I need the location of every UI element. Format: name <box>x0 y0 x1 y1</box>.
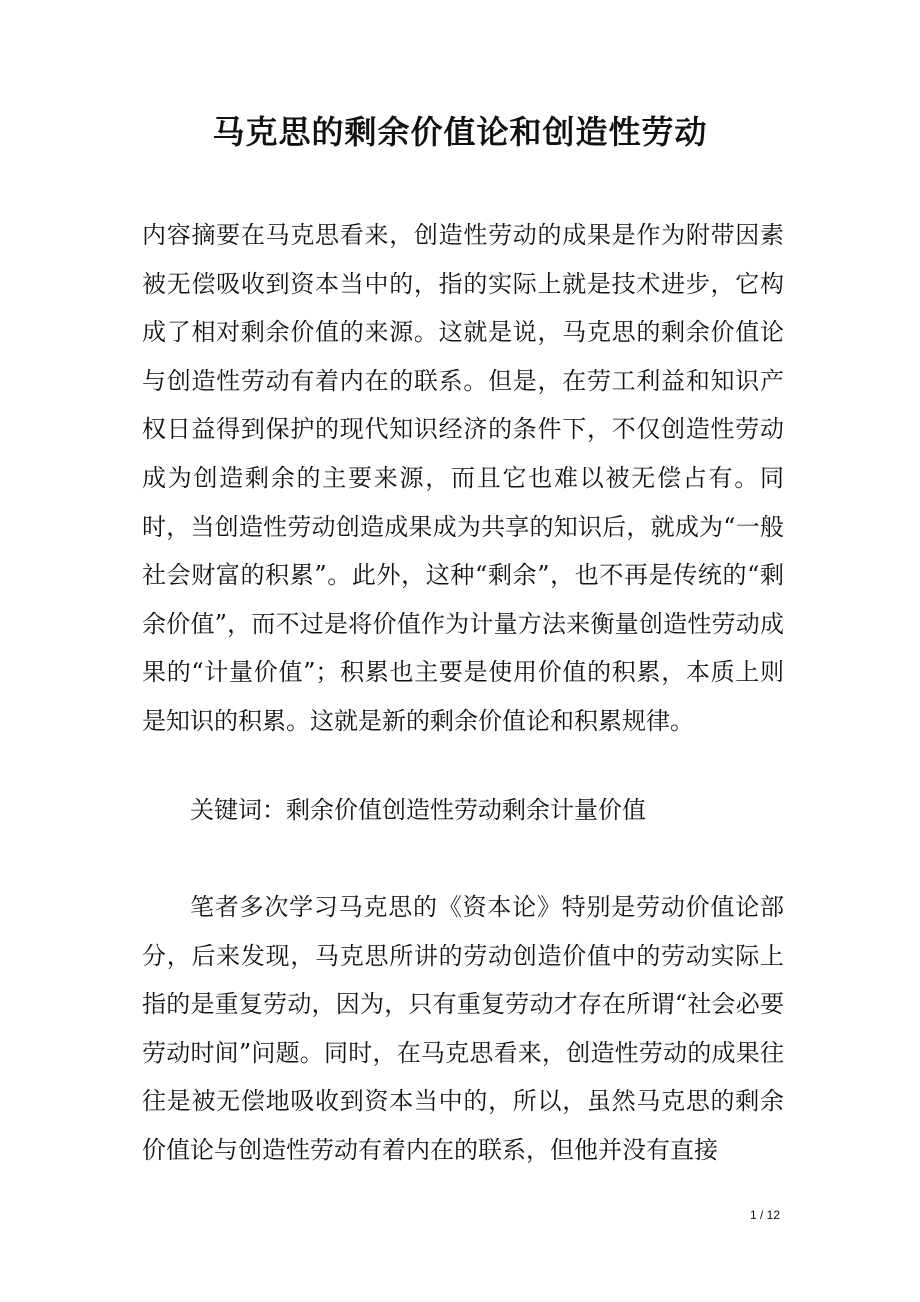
body-paragraph: 笔者多次学习马克思的《资本论》特别是劳动价值论部分，后来发现，马克思所讲的劳动创造价值中的劳动实际上指的是重复劳动，因为，只有重复劳动才存在所谓“社会必要劳动时间”问题。同时，在马克思看来，创造性劳动的成果往往是被无偿地吸收到资本当中的，所以，虽然马克思的剩余价值论与创造性劳动有着内在的联系，但他并没有直接 <box>142 893 784 1164</box>
document-title: 马克思的剩余价值论和创造性劳动 <box>212 113 708 151</box>
page-number: 1 / 12 <box>749 1208 780 1222</box>
abstract-paragraph: 内容摘要在马克思看来，创造性劳动的成果是作为附带因素被无偿吸收到资本当中的，指的实际上就是技术进步，它构成了相对剩余价值的来源。这就是说，马克思的剩余价值论与创造性劳动有着内在的联系。但是，在劳工利益和知识产权日益得到保护的现代知识经济的条件下，不仅创造性劳动成为创造剩余的主要来源，而且它也难以被无偿占有。同时，当创造性劳动创造成果成为共享的知识后，就成为“一般社会财富的积累”。此外，这种“剩余”，也不再是传统的“剩余价值”，而不过是将价值作为计量方法来衡量创造性劳动成果的“计量价值”；积累也主要是使用价值的积累，本质上则是知识的积累。这就是新的剩余价值论和积累规律。 <box>142 221 784 735</box>
keywords-paragraph: 关键词：剩余价值创造性劳动剩余计量价值 <box>190 796 646 824</box>
